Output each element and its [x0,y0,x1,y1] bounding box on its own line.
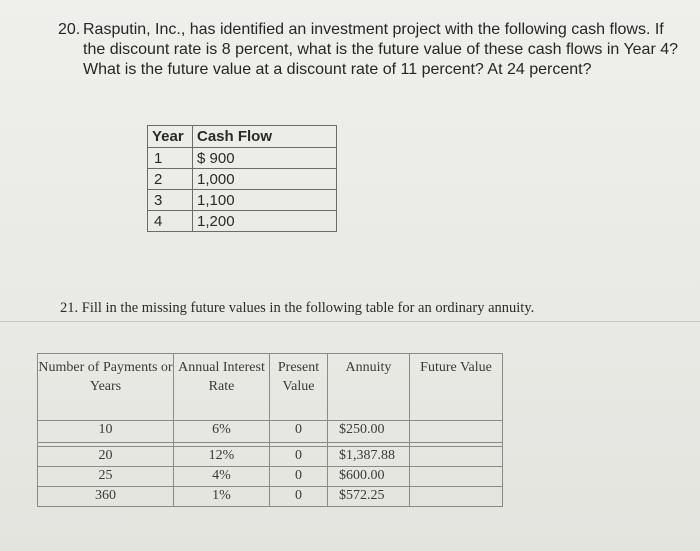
question-20-text: Rasputin, Inc., has identified an investment project with the following cash flows. If the discount rate is 8 percent, what is the future value of these cash flows in Year 4? What is the future value at a discount rate of 11 percent? At 24 percent? [83,21,679,78]
annuity-cell: $250.00 [328,421,410,443]
cash-flow-cell: 1,000 [193,169,337,190]
year-cell: 1 [148,148,193,169]
years-cell: 25 [38,467,174,487]
annuity-table [37,353,503,507]
rate-cell: 12% [174,447,270,467]
annuity-cell: $600.00 [328,467,410,487]
cash-flow-cell: $ 900 [193,148,337,169]
future-value-cell [410,467,503,487]
years-cell: 20 [38,447,174,467]
year-cell: 3 [148,190,193,211]
table-row [148,190,337,211]
present-value-cell: 0 [270,447,328,467]
header-year: Year [148,126,193,148]
cash-flow-cell: 1,200 [193,211,337,232]
present-value-cell: 0 [270,487,328,507]
table-row [38,467,503,487]
page-divider [0,321,700,322]
future-value-cell [410,487,503,507]
table-row [38,487,503,507]
table-row [148,169,337,190]
year-cell: 4 [148,211,193,232]
year-cell: 2 [148,169,193,190]
annuity-header-row [38,354,503,421]
present-value-cell: 0 [270,421,328,443]
header-number-of-payments: Number of Payments or Years [38,354,174,421]
future-value-cell [410,447,503,467]
cash-flow-table [147,125,337,232]
rate-cell: 1% [174,487,270,507]
present-value-cell: 0 [270,467,328,487]
table-row [38,421,503,443]
question-20-number: 20. [58,21,81,38]
table-row [38,447,503,467]
future-value-cell [410,421,503,443]
question-21-text: 21. Fill in the missing future values in the following table for an ordinary annuity. [60,300,535,316]
table-row [148,148,337,169]
header-annual-interest-rate: Annual Interest Rate [174,354,270,421]
rate-cell: 6% [174,421,270,443]
header-present-value: Present Value [270,354,328,421]
years-cell: 360 [38,487,174,507]
cash-flow-cell: 1,100 [193,190,337,211]
header-cash-flow: Cash Flow [193,126,337,148]
rate-cell: 4% [174,467,270,487]
annuity-cell: $572.25 [328,487,410,507]
question-20 [58,20,686,80]
header-future-value: Future Value [410,354,503,421]
annuity-cell: $1,387.88 [328,447,410,467]
cash-flow-header-row [148,126,337,148]
years-cell: 10 [38,421,174,443]
header-annuity: Annuity [328,354,410,421]
table-row [148,211,337,232]
